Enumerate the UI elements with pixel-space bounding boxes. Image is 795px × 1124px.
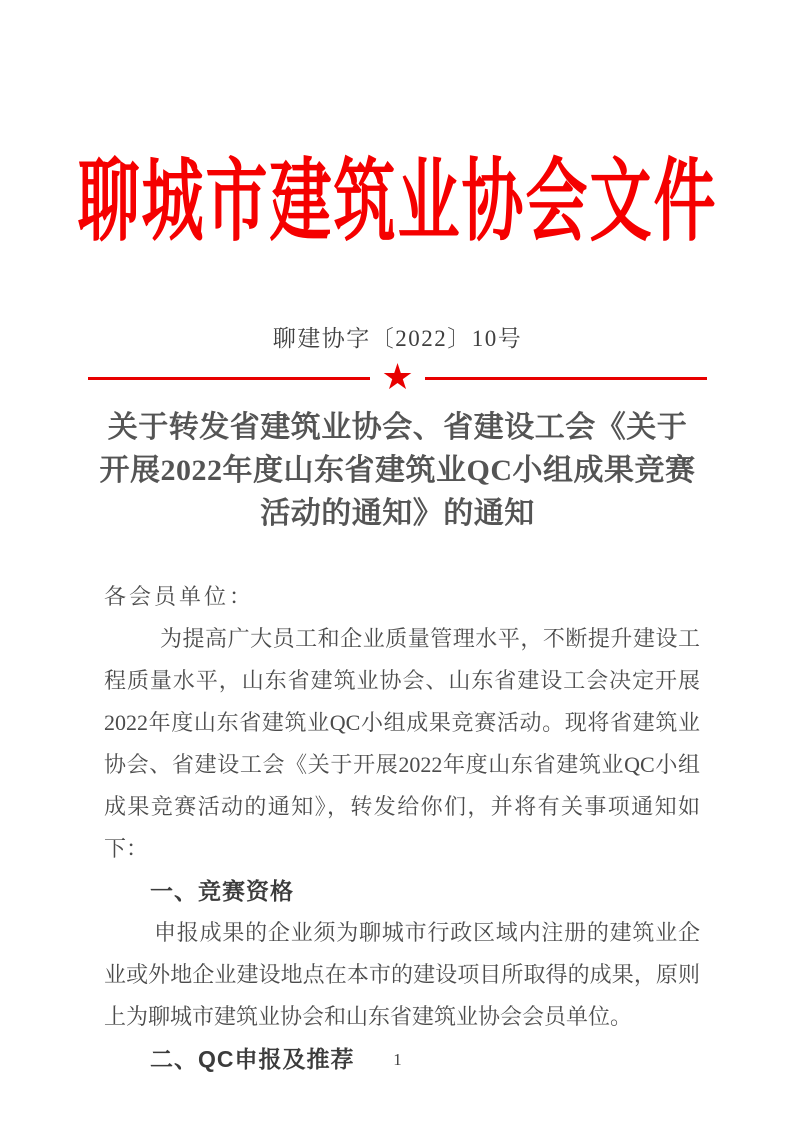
salutation: 各会员单位： [104, 584, 255, 609]
star-icon: ★ [381, 357, 414, 398]
page-number: 1 [393, 1050, 402, 1069]
letterhead-org-title: 聊城市建筑业协会文件 [77, 153, 718, 253]
letterhead-divider [88, 357, 707, 398]
divider-line-left [88, 377, 370, 380]
document-title [65, 406, 730, 535]
divider-line-right [425, 377, 707, 380]
document-body [104, 576, 700, 1080]
section-heading-2: 二、QC申报及推荐 [150, 1046, 355, 1072]
document-title-line-2: 开展2022年度山东省建筑业QC小组成果竞赛 [99, 454, 696, 487]
document-title-line-3: 活动的通知》的通知 [260, 497, 535, 530]
intro-paragraph: 为提高广大员工和企业质量管理水平，不断提升建设工程质量水平，山东省建筑业协会、山东省建设工会决定开展2022年度山东省建筑业QC小组成果竞赛活动。现将省建筑业协会、省建设工会《关于开展2022年度山东省建筑业QC小组成果竞赛活动的通知》，转发给你们，并将有关事项通知如下： [104, 626, 700, 861]
section-heading-1: 一、竞赛资格 [150, 878, 294, 904]
eligibility-paragraph: 申报成果的企业须为聊城市行政区域内注册的建筑业企业或外地企业建设地点在本市的建设项目所取得的成果，原则上为聊城市建筑业协会和山东省建筑业协会会员单位。 [104, 920, 700, 1029]
document-title-line-1: 关于转发省建筑业协会、省建设工会《关于 [107, 411, 688, 444]
doc-reference-number: 聊建协字〔2022〕10号 [272, 326, 523, 351]
